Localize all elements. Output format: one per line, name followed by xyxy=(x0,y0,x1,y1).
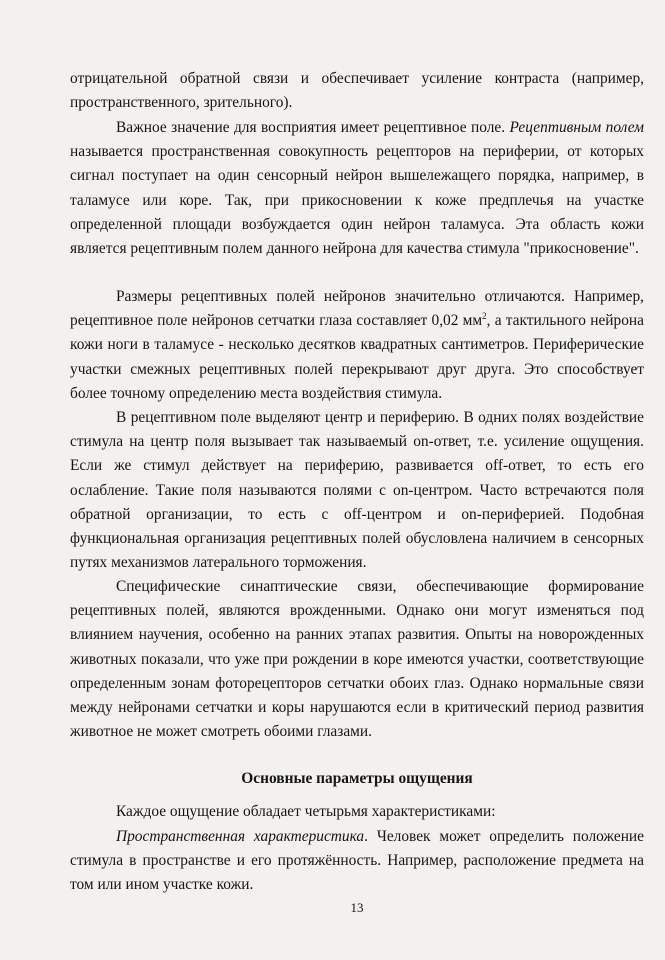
paragraph-3-text-end: , а тактильного нейрона кожи ноги в таламусе - несколько десятков квадратных сантиметров. Периферические участки смежных рецептивных полей перекрывают друг друга. Это способствует более точному определению места воздействия стимула. xyxy=(70,312,644,402)
paragraph-7 xyxy=(70,825,644,898)
paragraph-6 xyxy=(70,800,644,824)
paragraph-1-text: отрицательной обратной связи и обеспечивает усиление контраста (например, пространственного, зрительного). xyxy=(70,70,644,112)
spatial-characteristic-term: Пространственная характеристика xyxy=(116,828,365,845)
superscript-2: 2 xyxy=(482,311,487,322)
paragraph-5 xyxy=(70,575,644,744)
page-number: 13 xyxy=(350,900,364,915)
paragraph-2 xyxy=(70,116,644,261)
section-heading: Основные параметры ощущения xyxy=(241,770,473,787)
paragraph-4-text: В рецептивном поле выделяют центр и периферию. В одних полях воздействие стимула на центр поля вызывает так называемый on-ответ, т.е. усиление ощущения. Если же стимул действует на периферию, развивается off-ответ, то есть его ослабление. Такие поля называются полями с on-центром. Часто встречаются поля обратной организации, то есть с off-центром и on-периферией. Подобная функциональная организация рецептивных полей обусловлена наличием в сенсорных путях механизмов латерального торможения. xyxy=(70,409,644,572)
paragraph-3 xyxy=(70,285,644,406)
paragraph-7-text: . Человек может определить положение стимула в пространстве и его протяжённость. Например, расположение предмета на том или ином участке кожи. xyxy=(70,828,644,894)
paragraph-3-text-start: Размеры рецептивных полей нейронов значительно отличаются. Например, рецептивное поле нейронов сетчатки глаза составляет 0,02 мм xyxy=(70,288,644,330)
paragraph-1 xyxy=(70,67,644,115)
receptive-field-term: Рецептивным полем xyxy=(509,119,645,136)
paragraph-4 xyxy=(70,406,644,575)
paragraph-6-text: Каждое ощущение обладает четырьмя характеристиками: xyxy=(116,803,496,820)
paragraph-2-text-start: Важное значение для восприятия имеет рецептивное поле. xyxy=(116,119,510,136)
paragraph-5-text: Специфические синаптические связи, обеспечивающие формирование рецептивных полей, являются врожденными. Однако они могут изменяться под влиянием научения, особенно на ранних этапах развития. Опыты на новорожденных животных показали, что уже при рождении в коре имеются участки, соответствующие определенным зонам фоторецепторов сетчатки обоих глаз. Однако нормальные связи между нейронами сетчатки и коры нарушаются если в критический период развития животное не может смотреть обоими глазами. xyxy=(70,578,644,741)
paragraph-2-text-end: называется пространственная совокупность рецепторов на периферии, от которых сигнал поступает на один сенсорный нейрон вышележащего порядка, например, в таламусе или коре. Так, при прикосновении к коже предплечья на участке определенной площади возбуждается один нейрон таламуса. Эта область кожи является рецептивным полем данного нейрона для качества стимула "прикосновение". xyxy=(70,143,644,258)
